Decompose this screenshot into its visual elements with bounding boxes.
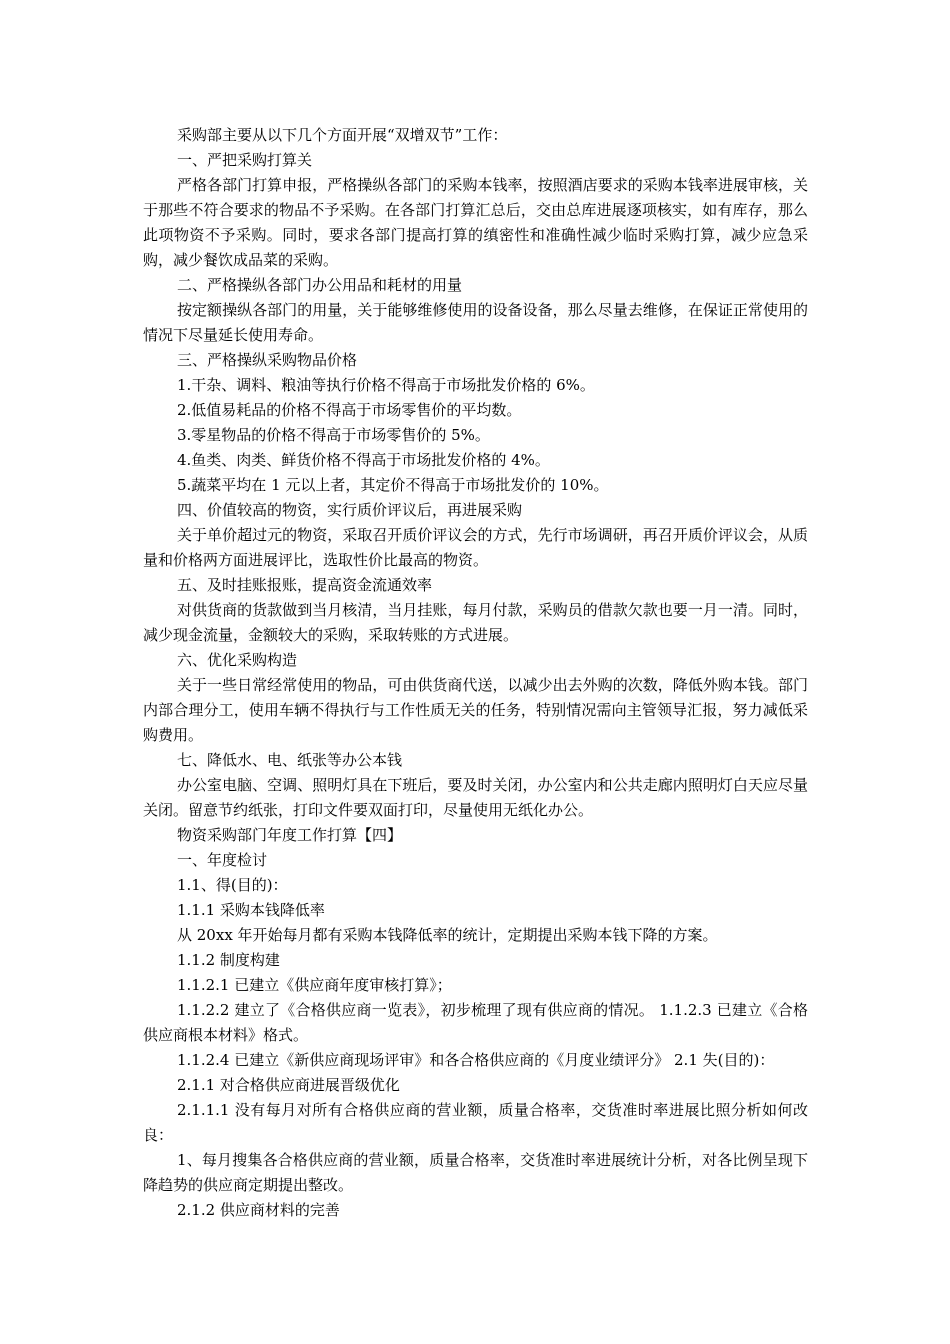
- subsection-heading: 2.1.2 供应商材料的完善: [177, 1201, 340, 1219]
- paragraph: 采购部主要从以下几个方面开展“双增双节”工作：: [177, 126, 508, 144]
- document-subtitle: 物资采购部门年度工作打算【四】: [177, 826, 403, 844]
- list-item: 1.1.2.4 已建立《新供应商现场评审》和各合格供应商的《月度业绩评分》 2.1 失(目的)：: [177, 1051, 775, 1069]
- document-body: [143, 123, 808, 1223]
- section-heading: 七、降低水、电、纸张等办公本钱: [177, 751, 403, 769]
- list-item: 3.零星物品的价格不得高于市场零售价的 5%。: [177, 426, 490, 444]
- list-item: 5.蔬菜平均在 1 元以上者，其定价不得高于市场批发价的 10%。: [177, 476, 609, 494]
- section-heading: 三、严格操纵采购物品价格: [177, 351, 358, 369]
- paragraph: 从 20xx 年开始每月都有采购本钱降低率的统计，定期提出采购本钱下降的方案。: [177, 926, 718, 944]
- paragraph: 关于单价超过元的物资，采取召开质价评议会的方式，先行市场调研，再召开质价评议会，从质量和价格两方面进展评比，选取性价比最高的物资。: [143, 526, 808, 569]
- section-heading: 一、严把采购打算关: [177, 151, 313, 169]
- section-heading: 二、严格操纵各部门办公用品和耗材的用量: [177, 276, 463, 294]
- subsection-heading: 1.1、得(目的)：: [177, 876, 288, 894]
- list-item: 2.低值易耗品的价格不得高于市场零售价的平均数。: [177, 401, 522, 419]
- subsection-heading: 1.1.2 制度构建: [177, 951, 280, 969]
- subsection-heading: 1.1.1 采购本钱降低率: [177, 901, 325, 919]
- section-heading: 一、年度检讨: [177, 851, 268, 869]
- paragraph: 关于一些日常经常使用的物品，可由供货商代送，以减少出去外购的次数，降低外购本钱。部门内部合理分工，使用车辆不得执行与工作性质无关的任务，特别情况需向主管领导汇报，努力减低采购费用。: [143, 676, 808, 744]
- list-item: 1.干杂、调料、粮油等执行价格不得高于市场批发价格的 6%。: [177, 376, 595, 394]
- paragraph: 按定额操纵各部门的用量，关于能够维修使用的设备设备，那么尽量去维修，在保证正常使用的情况下尽量延长使用寿命。: [143, 301, 808, 344]
- paragraph: 对供货商的货款做到当月核清，当月挂账，每月付款，采购员的借款欠款也要一月一清。同时，减少现金流量，金额较大的采购，采取转账的方式进展。: [143, 601, 808, 644]
- paragraph: 严格各部门打算申报，严格操纵各部门的采购本钱率，按照酒店要求的采购本钱率进展审核，关于那些不符合要求的物品不予采购。在各部门打算汇总后，交由总库进展逐项核实，如有库存，那么此项物资不予采购。同时，要求各部门提高打算的缜密性和准确性减少临时采购打算，减少应急采购，减少餐饮成品菜的采购。: [143, 176, 808, 269]
- list-item: 1.1.2.1 已建立《供应商年度审核打算》；: [177, 976, 452, 994]
- list-item: 4.鱼类、肉类、鲜货价格不得高于市场批发价格的 4%。: [177, 451, 550, 469]
- section-heading: 六、优化采购构造: [177, 651, 298, 669]
- paragraph: 办公室电脑、空调、照明灯具在下班后，要及时关闭，办公室内和公共走廊内照明灯白天应尽量关闭。留意节约纸张，打印文件要双面打印，尽量使用无纸化办公。: [143, 776, 808, 819]
- section-heading: 五、及时挂账报账，提高资金流通效率: [177, 576, 433, 594]
- section-heading: 四、价值较高的物资，实行质价评议后，再进展采购: [177, 501, 523, 519]
- list-item: 2.1.1.1 没有每月对所有合格供应商的营业额，质量合格率，交货准时率进展比照分析如何改良：: [143, 1101, 808, 1144]
- subsection-heading: 2.1.1 对合格供应商进展晋级优化: [177, 1076, 400, 1094]
- list-item: 1、每月搜集各合格供应商的营业额，质量合格率，交货准时率进展统计分析，对各比例呈现下降趋势的供应商定期提出整改。: [143, 1151, 808, 1194]
- list-item: 1.1.2.2 建立了《合格供应商一览表》，初步梳理了现有供应商的情况。 1.1.2.3 已建立《合格供应商根本材料》格式。: [143, 1001, 808, 1044]
